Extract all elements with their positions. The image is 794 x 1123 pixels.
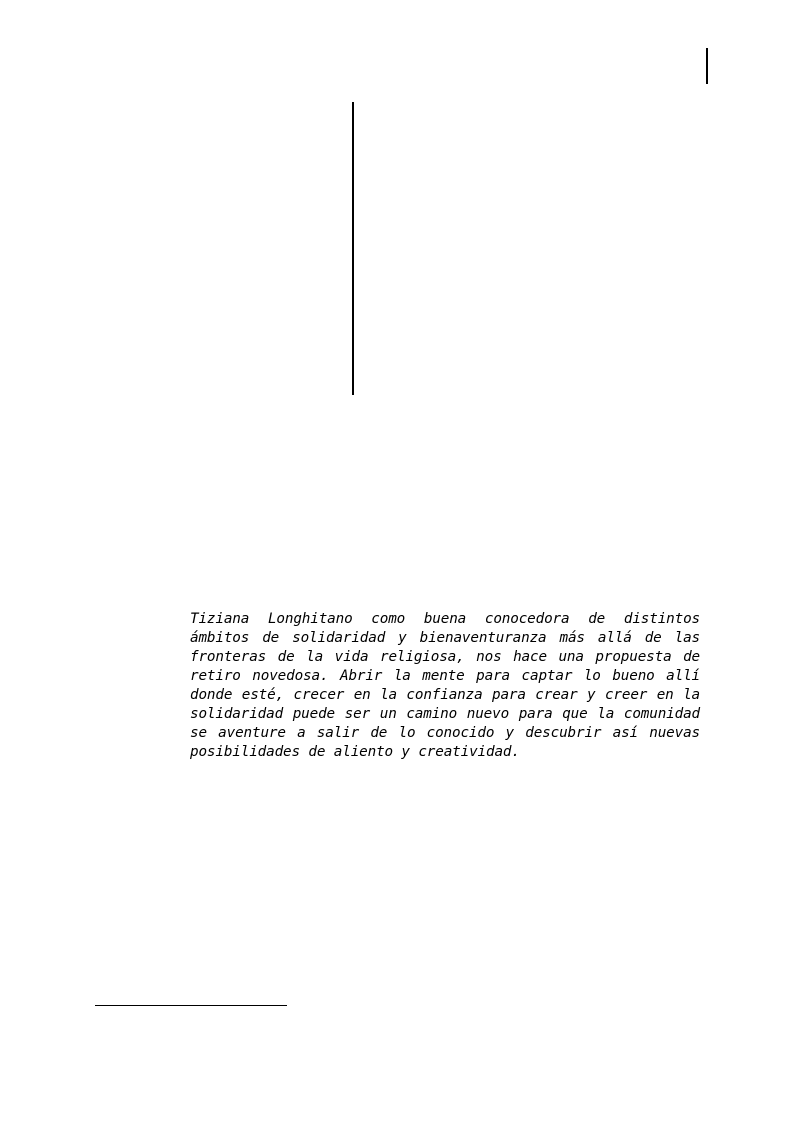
header-vertical-rule — [706, 48, 708, 84]
footnote-separator — [95, 1005, 287, 1006]
intro-paragraph: Tiziana Longhitano como buena conocedora de distintos ámbitos de solidaridad y bienaventuranza más allá de las fronteras de la vida religiosa, nos hace una propuesta de retiro novedosa. Abrir la mente para captar lo bueno allí donde esté, crecer en la confianza para crear y creer en la solidaridad puede ser un camino nuevo para que la comunidad se aventure a salir de lo conocido y descubrir así nuevas posibilidades de aliento y creatividad. — [190, 611, 700, 760]
column-vertical-rule — [352, 102, 354, 395]
